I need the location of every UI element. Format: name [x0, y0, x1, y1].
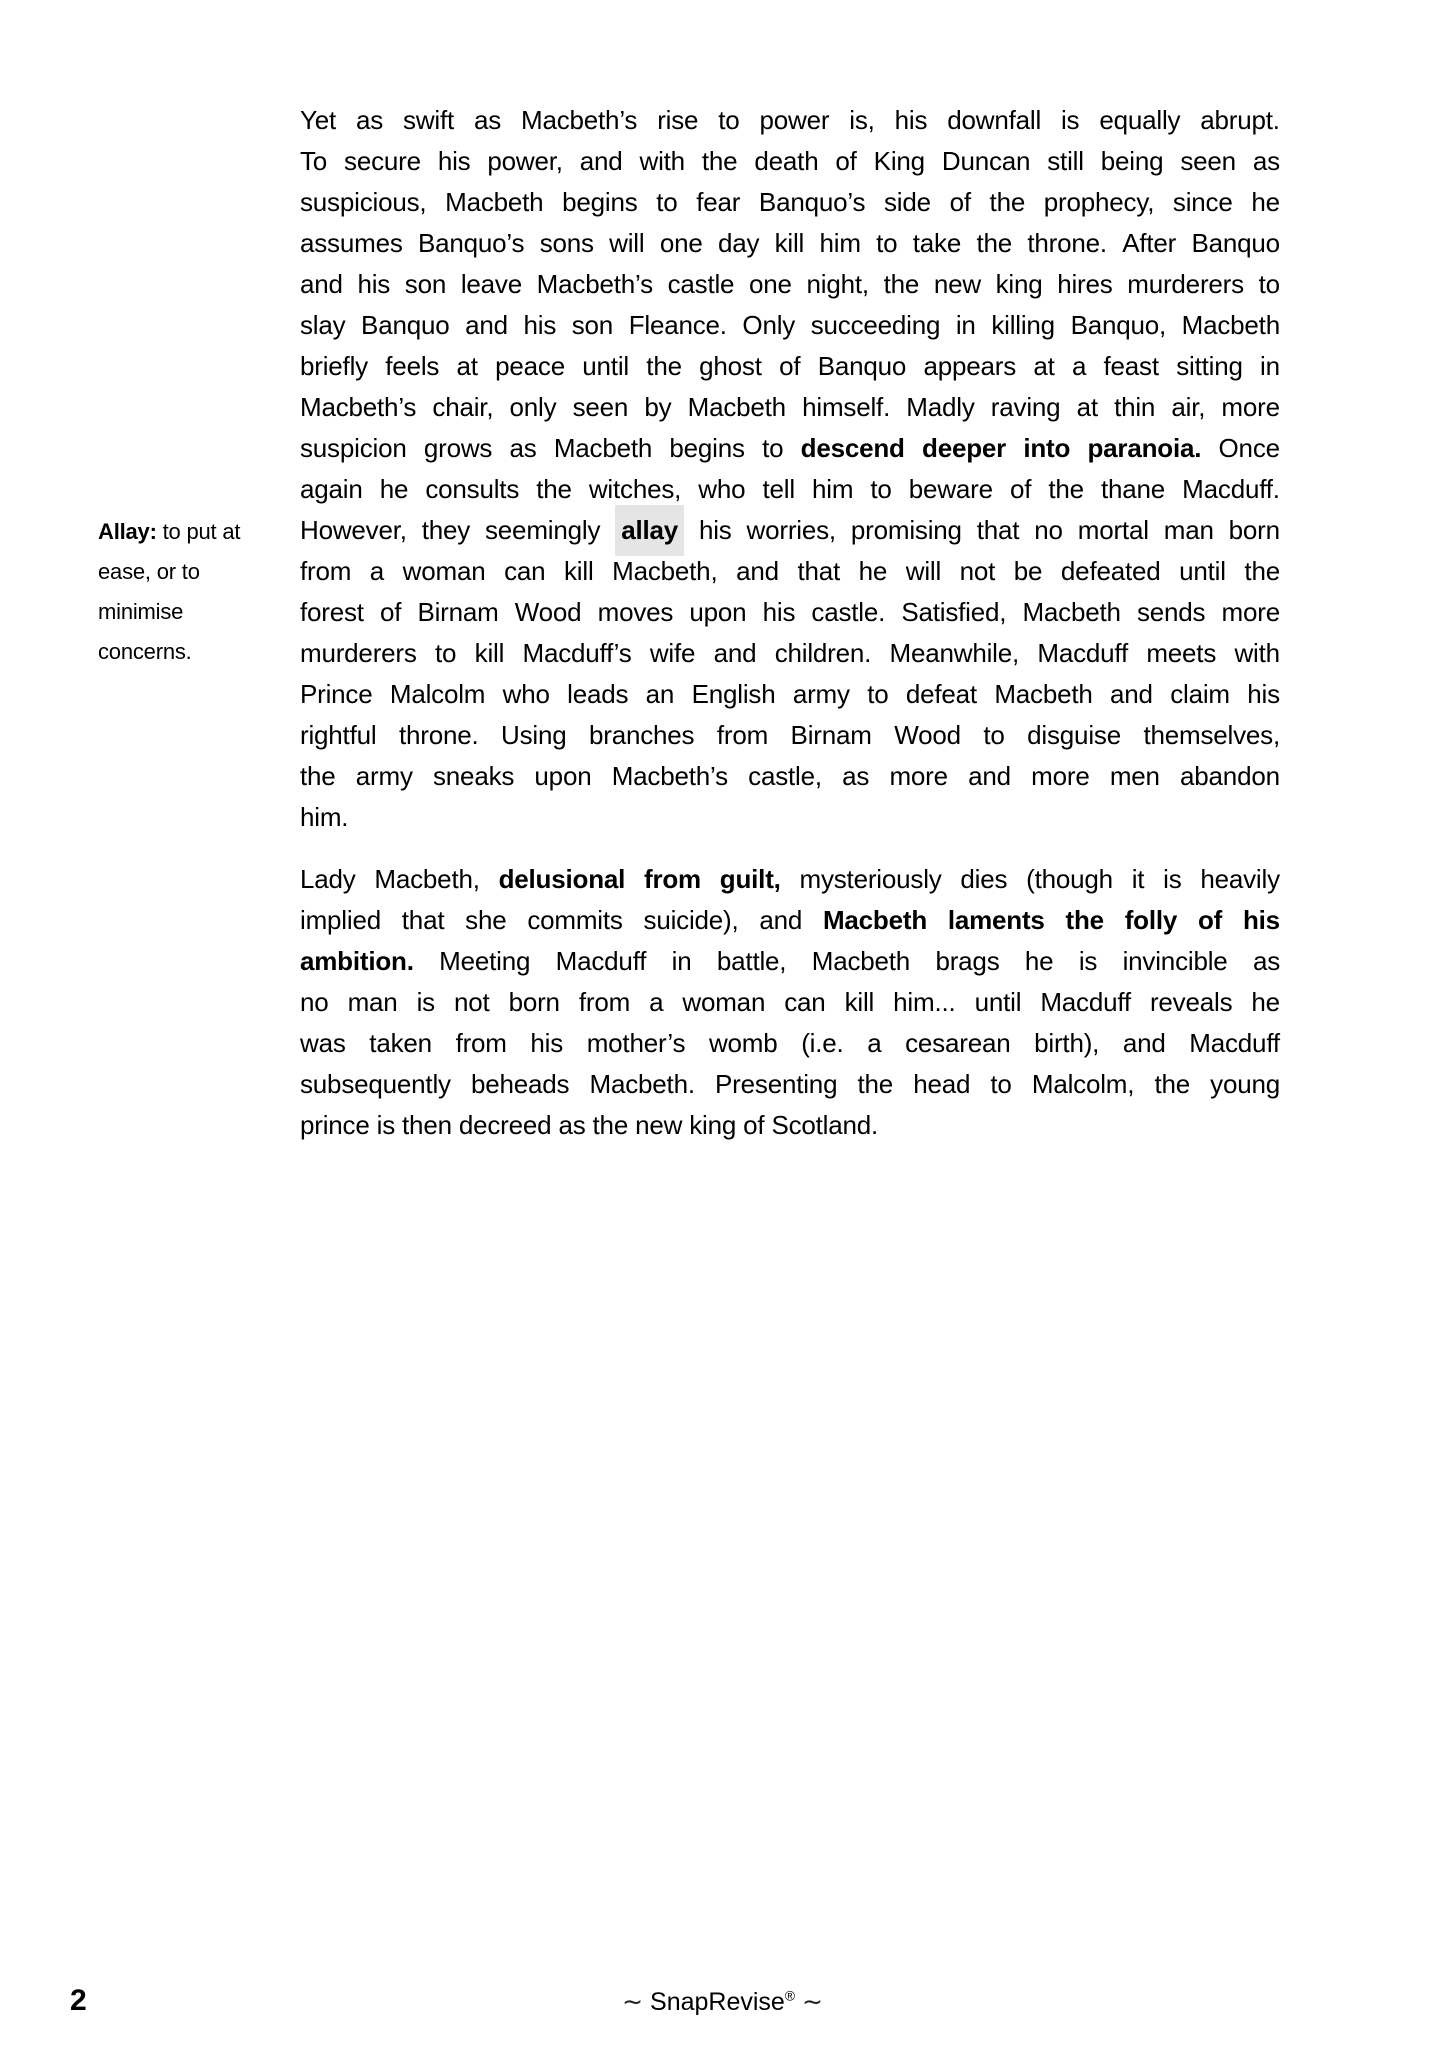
brand-name: SnapRevise [650, 1988, 785, 2016]
text-line: Yet as swift as Macbeth’s rise to power is, his downfall is equally abrupt. [300, 105, 1280, 135]
text-line: subsequently beheads Macbeth. Presenting the head to Malcolm, the young [300, 1069, 1280, 1099]
tilde-ornament-right: ∼ [801, 1988, 823, 2016]
text-line: suspicious, Macbeth begins to fear Banquo’s side of the prophecy, since he [300, 187, 1280, 217]
text-line: suspicion grows as Macbeth begins to descend deeper into paranoia. Once [300, 433, 1280, 463]
text-line: murderers to kill Macduff’s wife and children. Meanwhile, Macduff meets with [300, 638, 1280, 668]
margin-note-term: Allay: [98, 519, 157, 544]
text-line: rightful throne. Using branches from Birnam Wood to disguise themselves, [300, 720, 1280, 750]
highlighted-term: allay [615, 505, 684, 556]
margin-note-line: concerns. [98, 639, 192, 664]
text-line: Macbeth’s chair, only seen by Macbeth himself. Madly raving at thin air, more [300, 392, 1280, 422]
text-line: ambition. Meeting Macduff in battle, Macbeth brags he is invincible as [300, 946, 1280, 976]
margin-note-line: Allay: to put at [98, 519, 241, 544]
margin-note-line: minimise [98, 599, 184, 624]
text-line: prince is then decreed as the new king of Scotland. [300, 1110, 879, 1140]
margin-note-line: ease, or to [98, 559, 200, 584]
tilde-ornament-left: ∼ [622, 1988, 644, 2016]
margin-note-allay-definition [98, 512, 283, 672]
text-line: from a woman can kill Macbeth, and that he will not be defeated until the [300, 556, 1280, 586]
paragraph [300, 100, 1280, 838]
body-text [300, 100, 1280, 1146]
text-line: To secure his power, and with the death of King Duncan still being seen as [300, 146, 1280, 176]
text-line: implied that she commits suicide), and Macbeth laments the folly of his [300, 905, 1280, 935]
text-line: assumes Banquo’s sons will one day kill him to take the throne. After Banquo [300, 228, 1280, 258]
text-line: was taken from his mother’s womb (i.e. a cesarean birth), and Macduff [300, 1028, 1280, 1058]
text-line: and his son leave Macbeth’s castle one night, the new king hires murderers to [300, 269, 1280, 299]
footer-brand [0, 1987, 1445, 2017]
text-line: Lady Macbeth, delusional from guilt, mysteriously dies (though it is heavily [300, 864, 1280, 894]
text-line: However, they seemingly allay his worries, promising that no mortal man born [300, 510, 1280, 551]
text-line: him. [300, 802, 349, 832]
text-line: forest of Birnam Wood moves upon his castle. Satisfied, Macbeth sends more [300, 597, 1280, 627]
text-line: again he consults the witches, who tell him to beware of the thane Macduff. [300, 474, 1280, 504]
registered-trademark-icon: ® [784, 1988, 795, 2004]
text-line: slay Banquo and his son Fleance. Only succeeding in killing Banquo, Macbeth [300, 310, 1280, 340]
paragraph [300, 859, 1280, 1146]
page-number: 2 [70, 1984, 87, 2017]
text-line: briefly feels at peace until the ghost of Banquo appears at a feast sitting in [300, 351, 1280, 381]
text-line: Prince Malcolm who leads an English army to defeat Macbeth and claim his [300, 679, 1280, 709]
text-line: the army sneaks upon Macbeth’s castle, as more and more men abandon [300, 761, 1280, 791]
text-line: no man is not born from a woman can kill him... until Macduff reveals he [300, 987, 1280, 1017]
